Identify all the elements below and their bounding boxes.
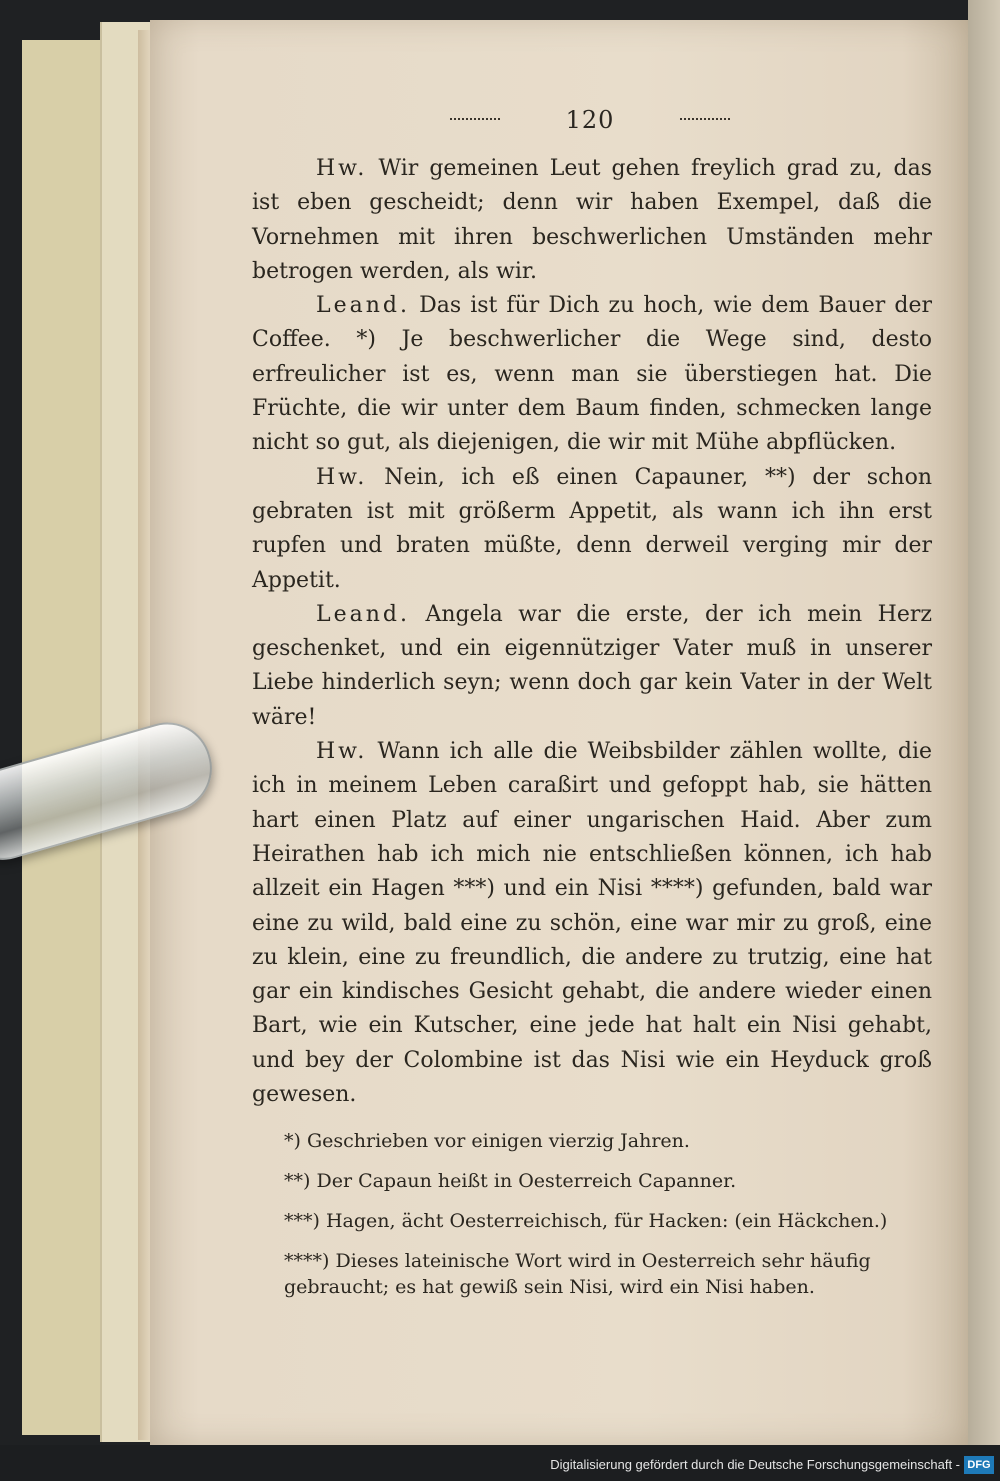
- credit-text: Digitalisierung gefördert durch die Deutsche Forschungsgemeinschaft -: [550, 1457, 960, 1472]
- credit-bar: [0, 1445, 1000, 1481]
- footnote-mark: ***): [284, 1210, 320, 1232]
- dfg-logo-icon: DFG: [964, 1456, 994, 1474]
- paragraph-text: Angela war die erste, der ich mein Herz geschenket, und ein eigennütziger Vater muß in unserer Liebe hinderlich seyn; wenn doch gar kein Vater in der Welt wäre!: [252, 601, 932, 730]
- header-ornament-left: [450, 118, 500, 123]
- speaker-label: Hw.: [316, 156, 368, 181]
- facing-page-edge: [968, 0, 1000, 1445]
- paragraph: [252, 152, 932, 289]
- footnote-text: Hagen, ächt Oesterreichisch, für Hacken: (ein Häckchen.): [325, 1210, 888, 1232]
- footnotes: [284, 1128, 934, 1314]
- dialogue-text: [252, 152, 932, 1112]
- footnote-mark: *): [284, 1130, 301, 1152]
- footnote: [284, 1128, 934, 1154]
- footnote-text: Der Capaun heißt in Oesterreich Capanner.: [316, 1170, 737, 1192]
- page-number: 120: [565, 106, 615, 134]
- paragraph: [252, 461, 932, 598]
- page-header: [450, 106, 730, 134]
- paragraph: [252, 598, 932, 735]
- footnote: [284, 1248, 934, 1300]
- footnote: [284, 1208, 934, 1234]
- footnote-text: Dieses lateinische Wort wird in Oesterreich sehr häufig gebraucht; es hat gewiß sein Nisi, wird ein Nisi haben.: [284, 1250, 871, 1298]
- footnote-mark: ****): [284, 1250, 330, 1272]
- paragraph-text: Das ist für Dich zu hoch, wie dem Bauer der Coffee. *) Je beschwerlicher die Wege sind, desto erfreulicher ist es, wenn man sie überstiegen hat. Die Früchte, die wir unter dem Baum finden, schmecken lange nicht so gut, als diejenigen, die wir mit Mühe abpflücken.: [252, 293, 932, 456]
- speaker-label: Hw.: [316, 464, 368, 490]
- paragraph-text: Wann ich alle die Weibsbilder zählen wollte, die ich in meinem Leben caraßirt und gefoppt hab, sie hätten hart einen Platz auf einer ungarischen Haid. Aber zum Heirathen hab ich mich nie entschließen können, ich hab allzeit ein Hagen ***) und ein Nisi ****) gefunden, bald war eine zu wild, bald eine zu schön, eine war mir zu groß, eine zu klein, eine zu freundlich, die andere zu trutzig, eine hat gar ein kindisches Gesicht gehabt, die andere wieder einen Bart, wie ein Kutscher, eine jede hat halt ein Nisi gehabt, und bey der Colombine ist das Nisi wie ein Heyduck groß gewesen.: [252, 739, 932, 1108]
- paragraph: [252, 289, 932, 460]
- footnote-mark: **): [284, 1170, 311, 1192]
- speaker-label: Leand.: [316, 293, 410, 319]
- footnote: [284, 1168, 934, 1194]
- paragraph-text: Nein, ich eß einen Capauner, **) der schon gebraten ist mit größerm Appetit, als wann ich ihn erst rupfen und braten müßte, denn derweil verging mir der Appetit.: [252, 464, 932, 593]
- speaker-label: Hw.: [316, 739, 368, 765]
- paragraph-text: Wir gemeinen Leut gehen freylich grad zu, das ist eben gescheidt; denn wir haben Exempel, daß die Vornehmen mit ihren beschwerlichen Umständen mehr betrogen werden, als wir.: [252, 156, 932, 284]
- header-ornament-right: [680, 118, 730, 123]
- paragraph: [252, 735, 932, 1112]
- speaker-label: Leand.: [316, 601, 410, 627]
- footnote-text: Geschrieben vor einigen vierzig Jahren.: [306, 1130, 690, 1152]
